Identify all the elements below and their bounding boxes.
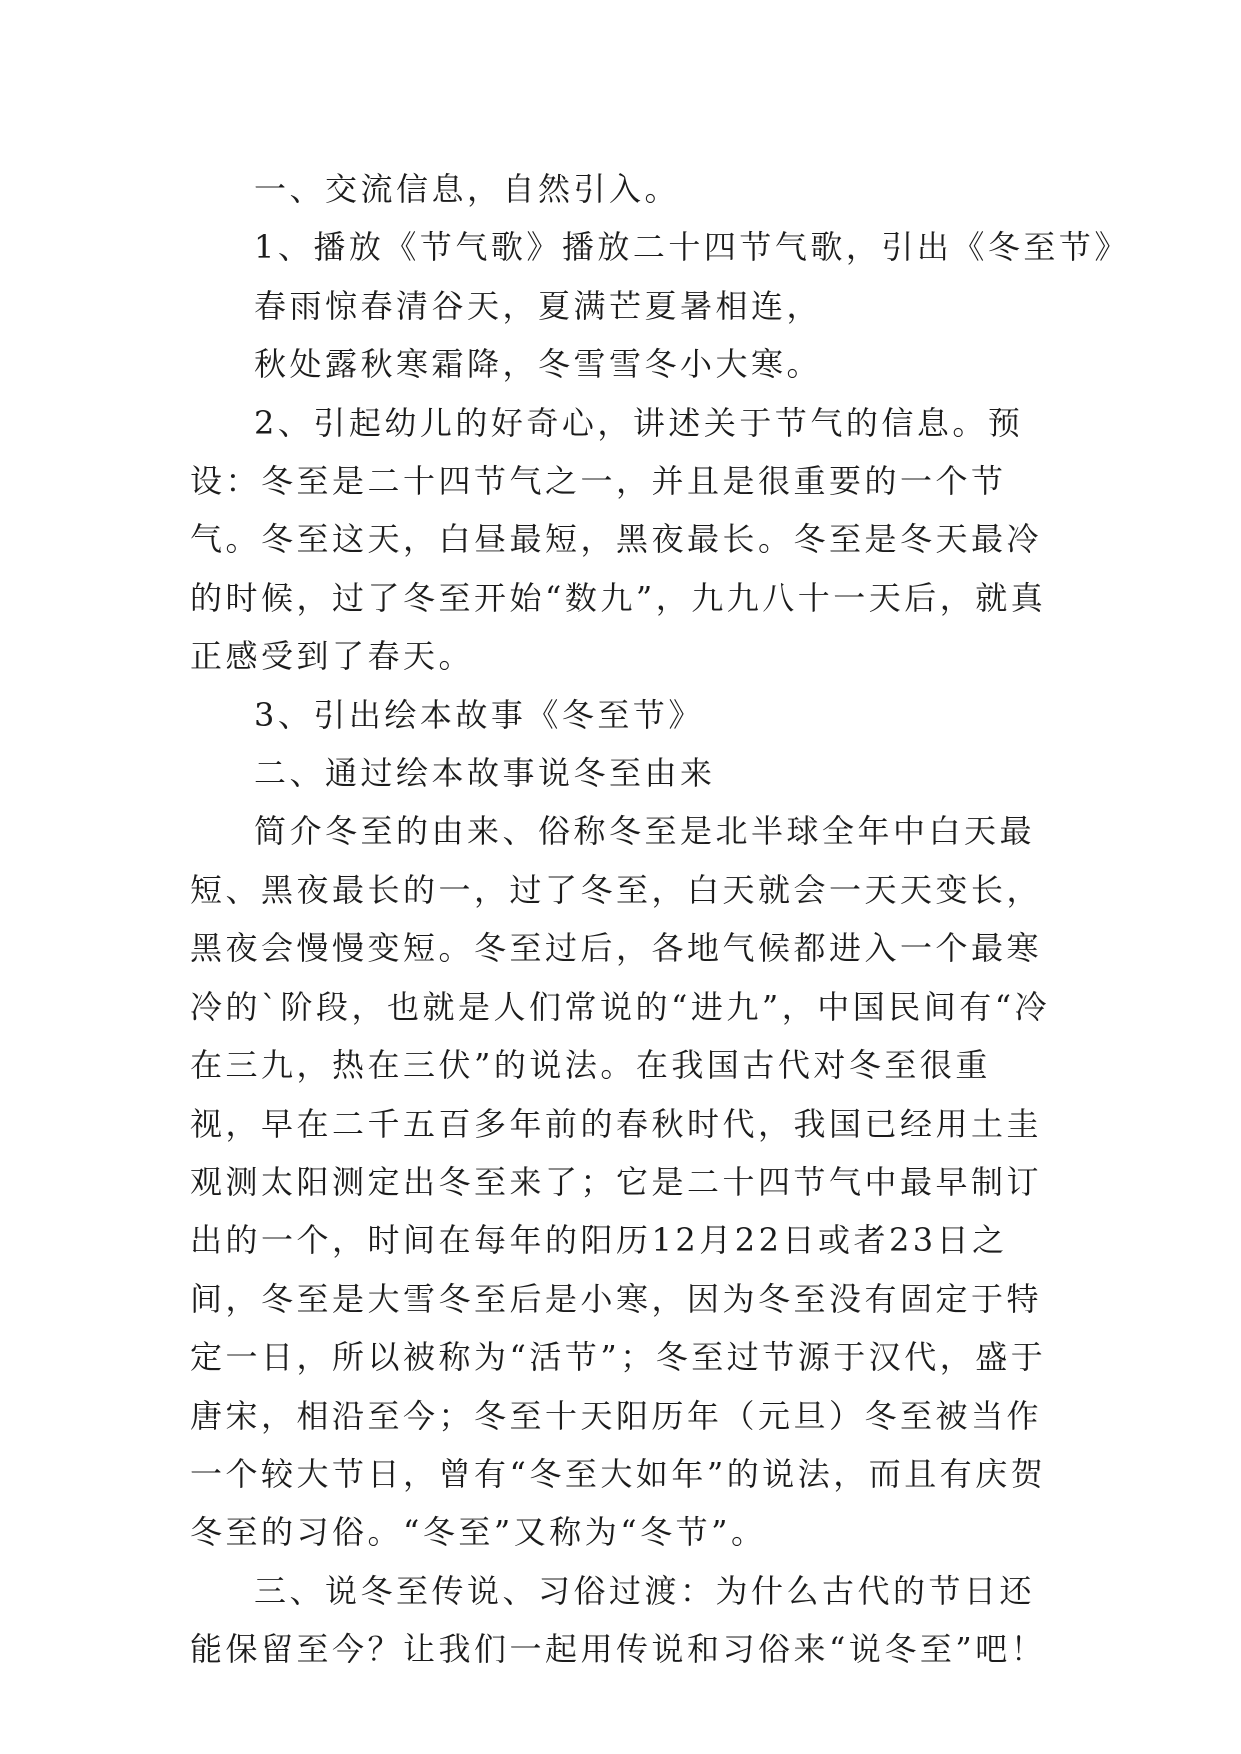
song-line-2: 秋处露秋寒霜降，冬雪雪冬小大寒。 bbox=[254, 345, 823, 384]
paragraph-origin: 简介冬至的由来、俗称冬至是北半球全年中白天最短、黑夜最长的一，过了冬至，白天就会一天天变长，黑夜会慢慢变短。冬至过后，各地气候都进入一个最寒冷的`阶段，也就是人们常说的“进九”，中国民间有“冷在三九，热在三伏”的说法。在我国古代对冬至很重视，早在二千五百多年前的春秋时代，我国已经用土圭观测太阳测定出冬至来了；它是二十四节气中最早制订出的一个，时间在每年的阳历12月22日或者23日之间，冬至是大雪冬至后是小寒，因为冬至没有固定于特定一日，所以被称为“活节”；冬至过节源于汉代，盛于唐宋，相沿至今；冬至十天阳历年（元旦）冬至被当作一个较大节日，曾有“冬至大如年”的说法，而且有庆贺冬至的习俗。“冬至”又称为“冬节”。 bbox=[190, 812, 1051, 1552]
paragraph-song-intro: 1、播放《节气歌》播放二十四节气歌，引出《冬至节》 bbox=[254, 228, 1130, 267]
section-heading-1: 一、交流信息，自然引入。 bbox=[254, 170, 681, 208]
paragraph-picture-book: 3、引出绘本故事《冬至节》 bbox=[254, 695, 704, 734]
section-heading-3: 三、说冬至传说、习俗过渡：为什么古代的节日还能保留至今？让我们一起用传说和习俗来“说冬至”吧！ bbox=[190, 1571, 1047, 1669]
document-body bbox=[190, 160, 1130, 1679]
section-heading-2: 二、通过绘本故事说冬至由来 bbox=[254, 754, 716, 793]
paragraph-curiosity: 2、引起幼儿的好奇心，讲述关于节气的信息。预设：冬至是二十四节气之一，并且是很重要的一个节气。冬至这天，白昼最短，黑夜最长。冬至是冬天最冷的时候，过了冬至开始“数九”，九九八十一天后，就真正感受到了春天。 bbox=[190, 403, 1047, 676]
song-line-1: 春雨惊春清谷天，夏满芒夏暑相连， bbox=[254, 286, 823, 325]
